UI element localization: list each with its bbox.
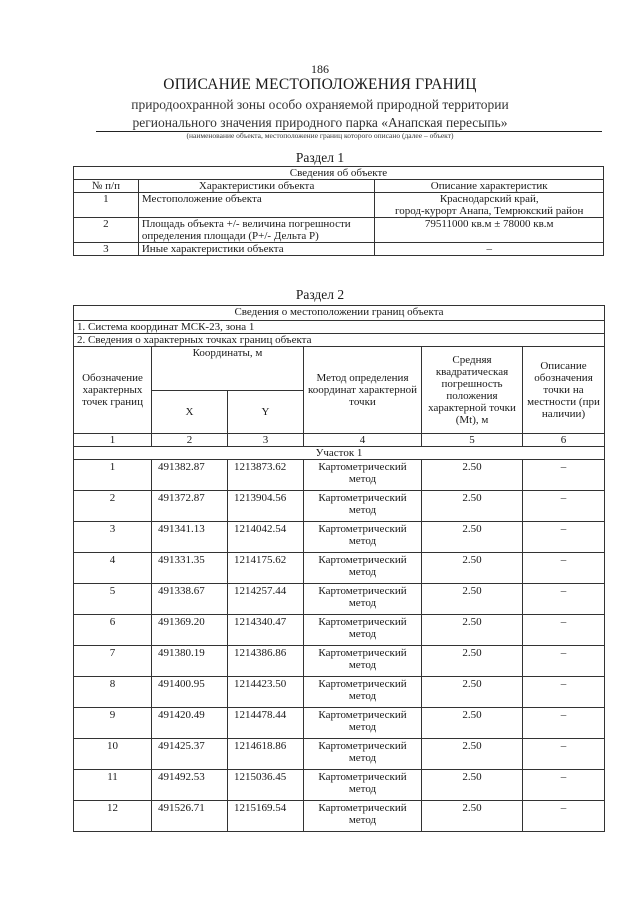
point-desc: – — [523, 460, 605, 491]
point-method — [304, 646, 422, 677]
point-method-line1: Картометрический — [318, 771, 407, 783]
point-y: 1214423.50 — [228, 677, 304, 708]
table-row — [74, 770, 605, 801]
point-error: 2.50 — [422, 615, 523, 646]
point-number: 12 — [74, 801, 152, 832]
point-error: 2.50 — [422, 491, 523, 522]
point-method-line1: Картометрический — [318, 461, 407, 473]
row-char: Иные характеристики объекта — [138, 243, 375, 256]
point-desc: – — [523, 553, 605, 584]
point-method — [304, 615, 422, 646]
point-error: 2.50 — [422, 553, 523, 584]
point-desc: – — [523, 770, 605, 801]
point-desc: – — [523, 708, 605, 739]
point-y: 1214386.86 — [228, 646, 304, 677]
point-error: 2.50 — [422, 708, 523, 739]
point-method-line1: Картометрический — [318, 585, 407, 597]
col-num-header: № п/п — [74, 180, 139, 193]
table-row — [74, 708, 605, 739]
section1-heading: Раздел 1 — [295, 150, 345, 165]
point-method-line2: метод — [348, 504, 377, 516]
point-desc: – — [523, 584, 605, 615]
point-x: 491369.20 — [152, 615, 228, 646]
col-coords-header: Координаты, м — [152, 347, 304, 391]
point-y: 1213873.62 — [228, 460, 304, 491]
point-error: 2.50 — [422, 739, 523, 770]
col-number: 2 — [152, 434, 228, 447]
page-number: 186 — [311, 62, 329, 76]
point-y: 1213904.56 — [228, 491, 304, 522]
row-num: 1 — [74, 193, 139, 218]
point-method-line2: метод — [348, 690, 377, 702]
point-x: 491372.87 — [152, 491, 228, 522]
point-method-line2: метод — [348, 814, 377, 826]
col-x-header: X — [152, 390, 228, 434]
object-info-table — [73, 166, 604, 256]
point-method-line1: Картометрический — [318, 554, 407, 566]
point-method — [304, 677, 422, 708]
point-method-line1: Картометрический — [318, 709, 407, 721]
col-number: 3 — [228, 434, 304, 447]
col-number: 1 — [74, 434, 152, 447]
point-error: 2.50 — [422, 646, 523, 677]
col-error-header: Средняя квадратическая погрешность положения характерной точки (Mt), м — [422, 347, 523, 434]
point-number: 4 — [74, 553, 152, 584]
point-method — [304, 553, 422, 584]
point-method — [304, 770, 422, 801]
boundary-points-table — [73, 305, 605, 832]
point-number: 11 — [74, 770, 152, 801]
point-desc: – — [523, 615, 605, 646]
points-title: 2. Сведения о характерных точках границ объекта — [74, 334, 605, 347]
point-x: 491400.95 — [152, 677, 228, 708]
point-y: 1214257.44 — [228, 584, 304, 615]
point-error: 2.50 — [422, 522, 523, 553]
point-x: 491526.71 — [152, 801, 228, 832]
point-y: 1215169.54 — [228, 801, 304, 832]
point-method-line1: Картометрический — [318, 678, 407, 690]
object-info-table-title: Сведения об объекте — [74, 167, 604, 180]
point-desc: – — [523, 677, 605, 708]
row-desc: 79511000 кв.м ± 78000 кв.м — [375, 218, 604, 243]
point-method-line2: метод — [348, 659, 377, 671]
section2-heading: Раздел 2 — [295, 287, 345, 302]
row-desc-line2: город-курорт Анапа, Темрюкский район — [394, 205, 584, 217]
point-error: 2.50 — [422, 801, 523, 832]
point-number: 5 — [74, 584, 152, 615]
point-error: 2.50 — [422, 770, 523, 801]
point-desc: – — [523, 801, 605, 832]
table-row — [74, 491, 605, 522]
point-y: 1214042.54 — [228, 522, 304, 553]
point-error: 2.50 — [422, 460, 523, 491]
table-row — [74, 677, 605, 708]
document-subtitle-line2: регионального значения природного парка «Анапская пересыпь» — [132, 115, 508, 130]
row-char: Местоположение объекта — [138, 193, 375, 218]
col-method-header: Метод определения координат характерной точки — [304, 347, 422, 434]
point-method — [304, 522, 422, 553]
point-method-line1: Картометрический — [318, 523, 407, 535]
point-y: 1214175.62 — [228, 553, 304, 584]
point-method — [304, 708, 422, 739]
document-title: ОПИСАНИЕ МЕСТОПОЛОЖЕНИЯ ГРАНИЦ — [163, 76, 477, 93]
document-subtitle-line1: природоохранной зоны особо охраняемой природной территории — [131, 97, 509, 112]
point-method-line1: Картометрический — [318, 616, 407, 628]
point-number: 6 — [74, 615, 152, 646]
row-num: 3 — [74, 243, 139, 256]
point-x: 491382.87 — [152, 460, 228, 491]
table-row — [74, 646, 605, 677]
point-error: 2.50 — [422, 677, 523, 708]
point-number: 1 — [74, 460, 152, 491]
point-number: 3 — [74, 522, 152, 553]
table-row — [74, 739, 605, 770]
point-y: 1215036.45 — [228, 770, 304, 801]
point-error: 2.50 — [422, 584, 523, 615]
point-number: 2 — [74, 491, 152, 522]
table-row — [74, 584, 605, 615]
point-y: 1214340.47 — [228, 615, 304, 646]
point-method — [304, 739, 422, 770]
point-method-line2: метод — [348, 752, 377, 764]
point-x: 491341.13 — [152, 522, 228, 553]
point-method — [304, 801, 422, 832]
col-y-header: Y — [228, 390, 304, 434]
point-desc: – — [523, 522, 605, 553]
point-number: 9 — [74, 708, 152, 739]
plot-title: Участок 1 — [74, 447, 605, 460]
row-desc-line1: Краснодарский край, — [439, 193, 539, 205]
table-row — [74, 801, 605, 832]
point-method-line2: метод — [348, 783, 377, 795]
col-number: 6 — [523, 434, 605, 447]
point-method-line2: метод — [348, 566, 377, 578]
table-row — [74, 460, 605, 491]
point-desc: – — [523, 739, 605, 770]
point-method-line1: Картометрический — [318, 740, 407, 752]
point-method-line2: метод — [348, 473, 377, 485]
point-method-line1: Картометрический — [318, 492, 407, 504]
col-char-header: Характеристики объекта — [138, 180, 375, 193]
point-y: 1214478.44 — [228, 708, 304, 739]
point-x: 491492.53 — [152, 770, 228, 801]
point-method-line2: метод — [348, 597, 377, 609]
point-desc: – — [523, 491, 605, 522]
col-number: 4 — [304, 434, 422, 447]
row-char: Площадь объекта +/- величина погрешности определения площади (Р+/- Дельта Р) — [138, 218, 375, 243]
point-x: 491380.19 — [152, 646, 228, 677]
point-number: 7 — [74, 646, 152, 677]
point-method-line2: метод — [348, 628, 377, 640]
point-method-line2: метод — [348, 721, 377, 733]
col-point-header: Обозначение характерных точек границ — [74, 347, 152, 434]
point-y: 1214618.86 — [228, 739, 304, 770]
point-x: 491338.67 — [152, 584, 228, 615]
row-desc: – — [375, 243, 604, 256]
point-x: 491331.35 — [152, 553, 228, 584]
row-desc — [375, 193, 604, 218]
row-num: 2 — [74, 218, 139, 243]
table-row — [74, 553, 605, 584]
col-number: 5 — [422, 434, 523, 447]
point-number: 10 — [74, 739, 152, 770]
subtitle-note: (наименование объекта, местоположение границ которого описано (далее – объект) — [186, 131, 454, 140]
point-method-line1: Картометрический — [318, 647, 407, 659]
point-rows — [74, 460, 605, 832]
point-x: 491425.37 — [152, 739, 228, 770]
col-desc-header: Описание характеристик — [375, 180, 604, 193]
point-x: 491420.49 — [152, 708, 228, 739]
table-row — [74, 615, 605, 646]
point-number: 8 — [74, 677, 152, 708]
point-method — [304, 584, 422, 615]
boundary-table-title: Сведения о местоположении границ объекта — [74, 306, 605, 321]
point-method-line2: метод — [348, 535, 377, 547]
point-method-line1: Картометрический — [318, 802, 407, 814]
col-desc-header: Описание обозначения точки на местности (при наличии) — [523, 347, 605, 434]
table-row — [74, 522, 605, 553]
point-method — [304, 491, 422, 522]
point-method — [304, 460, 422, 491]
point-desc: – — [523, 646, 605, 677]
coord-system: 1. Система координат МСК-23, зона 1 — [74, 321, 605, 334]
